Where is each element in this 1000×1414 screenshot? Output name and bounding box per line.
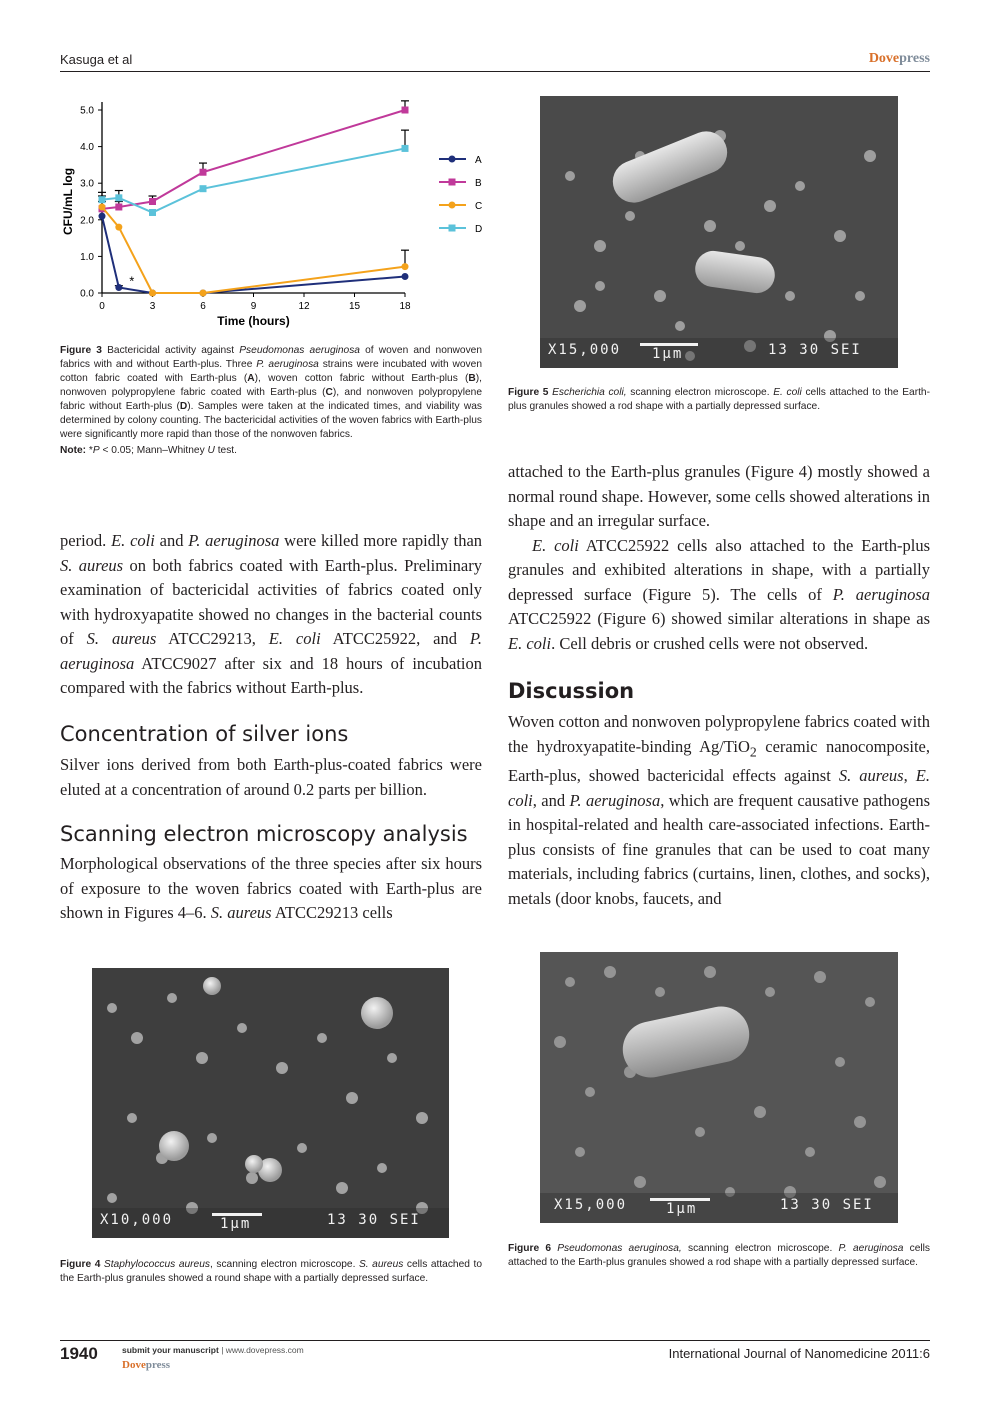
- legend-C-label: C: [475, 201, 483, 212]
- series-C-point-3: [200, 290, 207, 297]
- figure5-magnification: X15,000: [548, 342, 622, 358]
- series-D-point-2: [149, 209, 156, 216]
- heading-silver-ions: Concentration of silver ions: [60, 722, 349, 746]
- x-tick-label-0: 0: [99, 301, 105, 312]
- page-footer: [60, 1340, 930, 1380]
- series-C-point-0: [99, 203, 106, 210]
- figure5-caption-text: Escherichia coli, scanning electron microscope. E. coli cells attached to the Earth-plus granules showed a rod shape with a partially depressed surface.: [508, 387, 930, 412]
- para-attached: attached to the Earth-plus granules (Figure 4) mostly showed a normal round shape. However, some cells showed alterations in shape and an irregular surface.: [508, 462, 930, 530]
- figure4-sem-image: [92, 968, 449, 1238]
- figure6-sem-image: [540, 952, 898, 1223]
- series-C-point-1: [115, 224, 122, 231]
- para-sem: [60, 852, 482, 926]
- para-sem-text: Morphological observations of the three species after six hours of exposure to the woven fabrics coated with Earth-plus are shown in Figures 4–6. S. aureus ATCC29213 cells: [60, 854, 482, 922]
- heading-sem: Scanning electron microscopy analysis: [60, 822, 468, 846]
- series-D-point-1: [115, 194, 122, 201]
- x-tick-label-4: 12: [298, 301, 310, 312]
- series-D-point-3: [200, 185, 207, 192]
- submit-sep: |: [218, 1345, 226, 1355]
- figure5-sem-texture: [540, 96, 898, 368]
- figure4-caption-text: Staphylococcus aureus, scanning electron microscope. S. aureus cells attached to the Earth-plus granules showed a round shape with a partially depressed surface.: [60, 1259, 482, 1284]
- submit-manuscript-link[interactable]: [122, 1345, 304, 1355]
- footer-logo: [122, 1359, 170, 1371]
- figure6-sem-texture: [540, 952, 898, 1223]
- series-B-point-4: [402, 107, 409, 114]
- logo-press: press: [899, 51, 930, 66]
- figure3-note-text: *P < 0.05; Mann–Whitney U test.: [86, 445, 237, 456]
- legend-A-label: A: [475, 155, 482, 166]
- footer-logo-press: press: [145, 1359, 171, 1371]
- figure6-meta: 13 30 SEI: [780, 1197, 874, 1213]
- legend-D-marker: [449, 225, 456, 232]
- figure3-note-label: Note:: [60, 445, 87, 456]
- figure4-meta: 13 30 SEI: [327, 1212, 421, 1228]
- right-body: [508, 460, 930, 656]
- submit-label: submit your manuscript: [122, 1345, 219, 1355]
- legend-B-label: B: [475, 178, 482, 189]
- x-axis-label: Time (hours): [217, 314, 290, 328]
- y-tick-label-5: 5.0: [80, 105, 94, 117]
- chart-svg: [60, 90, 490, 335]
- figure6-label: Figure 6: [508, 1243, 551, 1254]
- y-axis-label: CFU/mL log: [61, 167, 75, 236]
- series-B-point-3: [200, 169, 207, 176]
- series-B-point-2: [149, 198, 156, 205]
- legend-D-label: D: [475, 224, 483, 235]
- y-tick-label-0: 0.0: [80, 288, 94, 300]
- figure3-caption: [60, 344, 482, 458]
- figure6-caption: [508, 1242, 930, 1270]
- series-D-point-0: [99, 196, 106, 203]
- figure4-caption: [60, 1258, 482, 1286]
- series-A-point-4: [402, 273, 409, 280]
- para-discussion: [508, 710, 930, 911]
- y-tick-label-2: 2.0: [80, 215, 94, 227]
- figure3-label: Figure 3: [60, 345, 102, 356]
- figure3-caption-text: Bactericidal activity against Pseudomonas aeruginosa of woven and nonwoven fabrics with and without Earth-plus. Three P. aeruginosa strains were incubated with woven cotton fabric coated with Earth-plus (A), woven cotton fabric without Earth-plus (B), nonwoven polypropylene fabric coated with Earth-plus (C), and nonwoven polypropylene fabric without Earth-plus (D). Samples were taken at the indicated times, and viability was determined by colony counting. The bactericidal activities of the woven fabrics with Earth-plus were significantly more rapid than those of the nonwoven fabrics.: [60, 345, 483, 440]
- figure4-label: Figure 4: [60, 1259, 101, 1270]
- x-tick-label-6: 18: [399, 301, 411, 312]
- series-B-point-1: [115, 203, 122, 210]
- figure4-scale-label: 1μm: [220, 1216, 252, 1232]
- figure5-meta: 13 30 SEI: [768, 342, 862, 358]
- figure5-scale-label: 1μm: [652, 346, 684, 362]
- para-silver: [60, 753, 482, 802]
- page-header: [60, 52, 930, 72]
- logo-dove: Dove: [868, 51, 900, 66]
- significance-asterisk: *: [129, 273, 135, 289]
- page-number: 1940: [60, 1344, 98, 1363]
- heading-discussion: Discussion: [508, 679, 635, 703]
- running-author: Kasuga et al: [60, 52, 133, 67]
- x-tick-label-1: 3: [149, 301, 156, 312]
- para-discussion-text: Woven cotton and nonwoven polypropylene fabrics coated with the hydroxyapatite-binding Ag/TiO$_2$ ceramic nanocomposite, Earth-plus, showed bactericidal effects against S. aureus, E. coli, and P. aeruginosa, which are frequent causative pathogens in hospital-related and health care-associated infections. Earth-plus consists of fine granules that can be used to coat many materials, including fabrics (curtains, linen, clothes, and socks), metals (door knobs, faucets, and: [508, 712, 931, 908]
- figure4-sem-texture: [92, 968, 449, 1238]
- x-tick-label-3: 9: [250, 301, 257, 312]
- figure6-caption-text: Pseudomonas aeruginosa, scanning electron microscope. P. aeruginosa cells attached to the Earth-plus granules showed a rod shape with a partially depressed surface.: [508, 1243, 930, 1268]
- legend-C-marker: [449, 202, 456, 209]
- figure4-scale-strip: [92, 1208, 449, 1238]
- figure3-chart: [60, 90, 490, 335]
- figure5-scale-strip: [540, 338, 898, 368]
- series-A-point-1: [115, 284, 122, 291]
- figure5-sem-image: [540, 96, 898, 368]
- para-period: period. E. coli and P. aeruginosa were killed more rapidly than S. aureus on both fabrics coated with Earth-plus. Preliminary examination of bactericidal activities of fabrics coated only with hydroxyapatite showed no changes in the bacterial counts of S. aureus ATCC29213, E. coli ATCC25922, and P. aeruginosa ATCC9027 after six and 18 hours of incubation compared with the fabrics without Earth-plus.: [60, 531, 483, 697]
- series-D-point-4: [402, 145, 409, 152]
- legend-A-marker: [449, 156, 456, 163]
- series-C-point-2: [149, 290, 156, 297]
- figure6-scale-label: 1μm: [666, 1201, 698, 1217]
- figure6-magnification: X15,000: [554, 1197, 628, 1213]
- figure4-magnification: X10,000: [100, 1212, 174, 1228]
- journal-citation: International Journal of Nanomedicine 2011:6: [668, 1346, 930, 1361]
- para-silver-text: Silver ions derived from both Earth-plus-coated fabrics were eluted at a concentration of around 0.2 parts per billion.: [60, 755, 482, 799]
- left-body-paragraph: [60, 529, 482, 701]
- y-tick-label-4: 4.0: [80, 142, 94, 154]
- series-B-line: [102, 110, 405, 209]
- x-tick-label-5: 15: [348, 301, 361, 312]
- series-C-point-4: [402, 263, 409, 270]
- figure6-scale-strip: [540, 1193, 898, 1223]
- figure5-caption: [508, 386, 930, 414]
- y-tick-label-3: 3.0: [80, 178, 94, 190]
- submit-url: www.dovepress.com: [225, 1345, 304, 1355]
- footer-logo-dove: Dove: [122, 1359, 146, 1371]
- publisher-logo: [869, 51, 930, 67]
- figure5-label: Figure 5: [508, 387, 549, 398]
- y-tick-label-1: 1.0: [80, 251, 94, 263]
- legend-B-marker: [449, 179, 456, 186]
- series-A-point-0: [99, 213, 106, 220]
- x-tick-label-2: 6: [200, 301, 206, 312]
- para-ecoli: E. coli ATCC25922 cells also attached to the Earth-plus granules and exhibited alterations in shape, with a partially depressed surface (Figure 5). The cells of P. aeruginosa ATCC25922 (Figure 6) showed similar alterations in shape as E. coli. Cell debris or crushed cells were not observed.: [508, 535, 931, 653]
